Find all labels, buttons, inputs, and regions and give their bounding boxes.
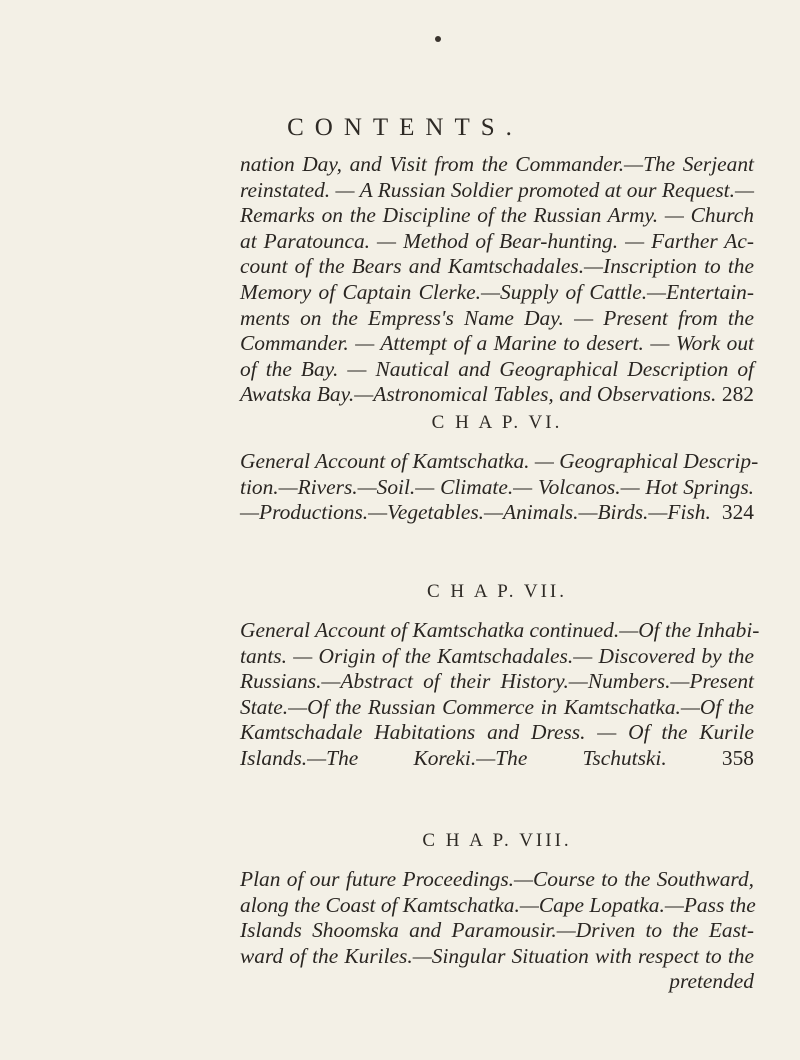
page-number: 358 xyxy=(721,745,754,770)
chapter-6-heading: C H A P. VI. xyxy=(431,412,563,433)
summary-line: ward of the Kuriles.—Singular Situation with respect to the xyxy=(240,943,754,968)
chapter-8-heading: C H A P. VIII. xyxy=(422,830,572,851)
chapter-7-summary xyxy=(240,618,760,772)
summary-line: at Paratounca. — Method of Bear-hunting. — Farther Ac- xyxy=(240,228,754,253)
summary-text: Awatska Bay.—Astronomical Tables, and Observations. xyxy=(240,382,717,407)
summary-line: ments on the Empress's Name Day. — Present from the xyxy=(240,305,754,330)
summary-line-last xyxy=(240,382,754,408)
page-number: 282 xyxy=(721,382,754,407)
summary-line: Kamtschadale Habitations and Dress. — Of the Kurile xyxy=(240,720,754,745)
summary-line: Commander. — Attempt of a Marine to desert. — Work out xyxy=(240,331,754,356)
summary-line: of the Bay. — Nautical and Geographical Description of xyxy=(240,356,754,381)
summary-line: tants. — Origin of the Kamtschadales.— Discovered by the xyxy=(240,643,754,668)
summary-text: —Productions.—Vegetables.—Animals.—Birds.—Fish. xyxy=(240,500,711,525)
chapter-7-heading: C H A P. VII. xyxy=(426,581,567,602)
summary-line: Islands Shoomska and Paramousir.—Driven to the East- xyxy=(240,918,754,943)
running-head: CONTENTS. xyxy=(287,114,523,141)
summary-line: along the Coast of Kamtschatka.—Cape Lopatka.—Pass the xyxy=(240,892,756,917)
chapter-6-summary xyxy=(240,449,759,526)
summary-line: State.—Of the Russian Commerce in Kamtschatka.—Of the xyxy=(240,694,754,719)
chapter-8-summary xyxy=(240,867,754,995)
summary-line: nation Day, and Visit from the Commander.—The Serjeant xyxy=(240,152,754,176)
summary-line: Russians.—Abstract of their History.—Numbers.—Present xyxy=(240,669,754,694)
summary-line: Memory of Captain Clerke.—Supply of Cattle.—Entertain- xyxy=(240,279,754,304)
page-number: 324 xyxy=(721,500,754,525)
summary-text: Islands.—The Koreki.—The Tschutski. xyxy=(240,745,667,770)
ink-spot xyxy=(435,36,441,42)
chapter-5-summary xyxy=(240,152,754,408)
summary-line-last xyxy=(240,746,754,772)
summary-line: reinstated. — A Russian Soldier promoted at our Request.— xyxy=(240,177,754,202)
catchword: pretended xyxy=(669,969,754,994)
summary-line: tion.—Rivers.—Soil.— Climate.— Volcanos.— Hot Springs. xyxy=(240,474,754,499)
summary-line: General Account of Kamtschatka continued.—Of the Inhabi- xyxy=(240,618,760,642)
summary-line: Remarks on the Discipline of the Russian Army. — Church xyxy=(240,203,754,228)
summary-line: Plan of our future Proceedings.—Course to the Southward, xyxy=(240,867,754,891)
summary-line: count of the Bears and Kamtschadales.—Inscription to the xyxy=(240,254,754,279)
summary-line: General Account of Kamtschatka. — Geographical Descrip- xyxy=(240,449,759,473)
summary-line-last xyxy=(240,500,754,526)
